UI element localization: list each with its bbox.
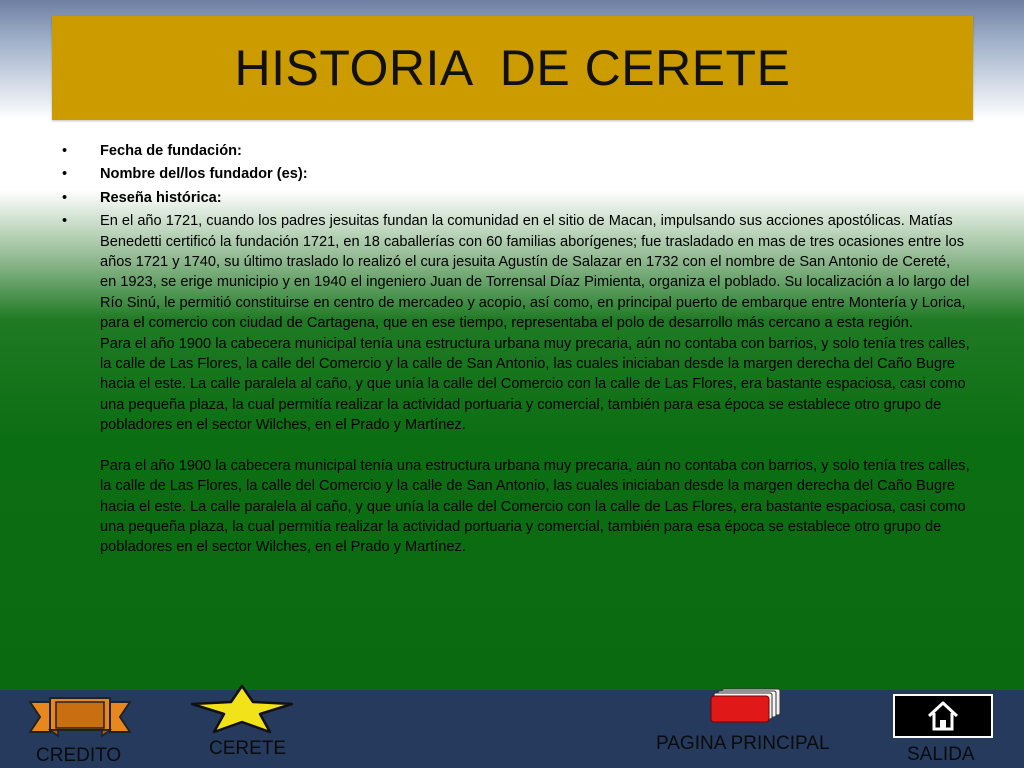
pagina-principal-label[interactable]: PAGINA PRINCIPAL [656, 733, 830, 754]
bullet-marker: • [62, 166, 68, 183]
salida-label[interactable]: SALIDA [907, 744, 975, 765]
resena-label: Reseña histórica: [100, 189, 222, 206]
history-paragraph-3: Para el año 1900 la cabecera municipal tenía una estructura urbana muy precaria, aún no contaba con barrios, y solo tenía tres calles, la calle de Las Flores, la calle del Comercio y la calle de San Antonio, las cuales iniciaban desde la margen derecha del Caño Bugre hacia el este. La calle paralela al caño, y que unía la calle del Comercio con la calle de Las Flores, era bastante espaciosa, casi como una pequeña plaza, la cual permitía realizar la actividad portuaria y comercial, también para esa época se establece otro grupo de pobladores en el sector Wilches, en el Prado y Martínez. [100, 457, 970, 556]
star-icon [190, 684, 294, 734]
list-item-history [62, 211, 970, 558]
list-item-resena [62, 188, 970, 208]
history-text [100, 211, 970, 558]
bullet-marker: • [62, 143, 68, 159]
cerete-button[interactable] [190, 684, 294, 734]
fecha-fundacion-label: Fecha de fundación: [100, 143, 242, 159]
cerete-label[interactable]: CERETE [209, 738, 287, 759]
scroll-banner-icon [28, 692, 132, 740]
pagina-principal-button[interactable] [708, 688, 784, 724]
list-item-fecha [62, 141, 970, 161]
content-area [62, 141, 970, 561]
slide-title-bar [52, 16, 973, 120]
list-item-fundador [62, 164, 970, 184]
salida-button[interactable] [893, 694, 993, 738]
home-icon [895, 696, 991, 736]
history-paragraph-1: En el año 1721, cuando los padres jesuitas fundan la comunidad en el sitio de Macan, impulsando sus acciones apostólicas. Matías Benedetti certificó la fundación 1721, en 18 caballerías con 60 familias aborígenes; fue trasladado en mas de tres ocasiones entre los años 1721 y 1740, su último traslado lo realizó el cura jesuita Agustín de Salazar en 1732 con el nombre de San Antonio de Cereté, en 1923, se erige municipio y en 1940 el ingeniero Juan de Torrensal Díaz Pimienta, organiza el poblado. Su localización a lo largo del Río Sinú, le permitió constituirse en centro de mercadeo y acopio, así como, en principal puerto de embarque entre Montería y Lorica, para el comercio con ciudad de Cartagena, que en ese tiempo, representaba el polo de desarrollo más cercano a esta región. [100, 213, 970, 332]
credito-button[interactable] [28, 692, 132, 740]
paragraph-spacer [100, 436, 970, 456]
bullet-list [62, 141, 970, 558]
bullet-marker: • [62, 189, 68, 206]
fundador-label: Nombre del/los fundador (es): [100, 166, 308, 183]
history-paragraph-2: Para el año 1900 la cabecera municipal tenía una estructura urbana muy precaria, aún no contaba con barrios, y solo tenía tres calles, la calle de Las Flores, la calle del Comercio y la calle de San Antonio, las cuales iniciaban desde la margen derecha del Caño Bugre hacia el este. La calle paralela al caño, y que unía la calle del Comercio con la calle de Las Flores, era bastante espaciosa, casi como una pequeña plaza, la cual permitía realizar la actividad portuaria y comercial, también para esa época se establece otro grupo de pobladores en el sector Wilches, en el Prado y Martínez. [100, 335, 970, 434]
bullet-marker: • [62, 213, 68, 230]
slide-title: HISTORIA DE CERETE [234, 40, 791, 96]
footer-nav-bar [0, 690, 1024, 768]
credito-label[interactable]: CREDITO [36, 745, 122, 766]
stacked-cards-icon [708, 688, 784, 724]
